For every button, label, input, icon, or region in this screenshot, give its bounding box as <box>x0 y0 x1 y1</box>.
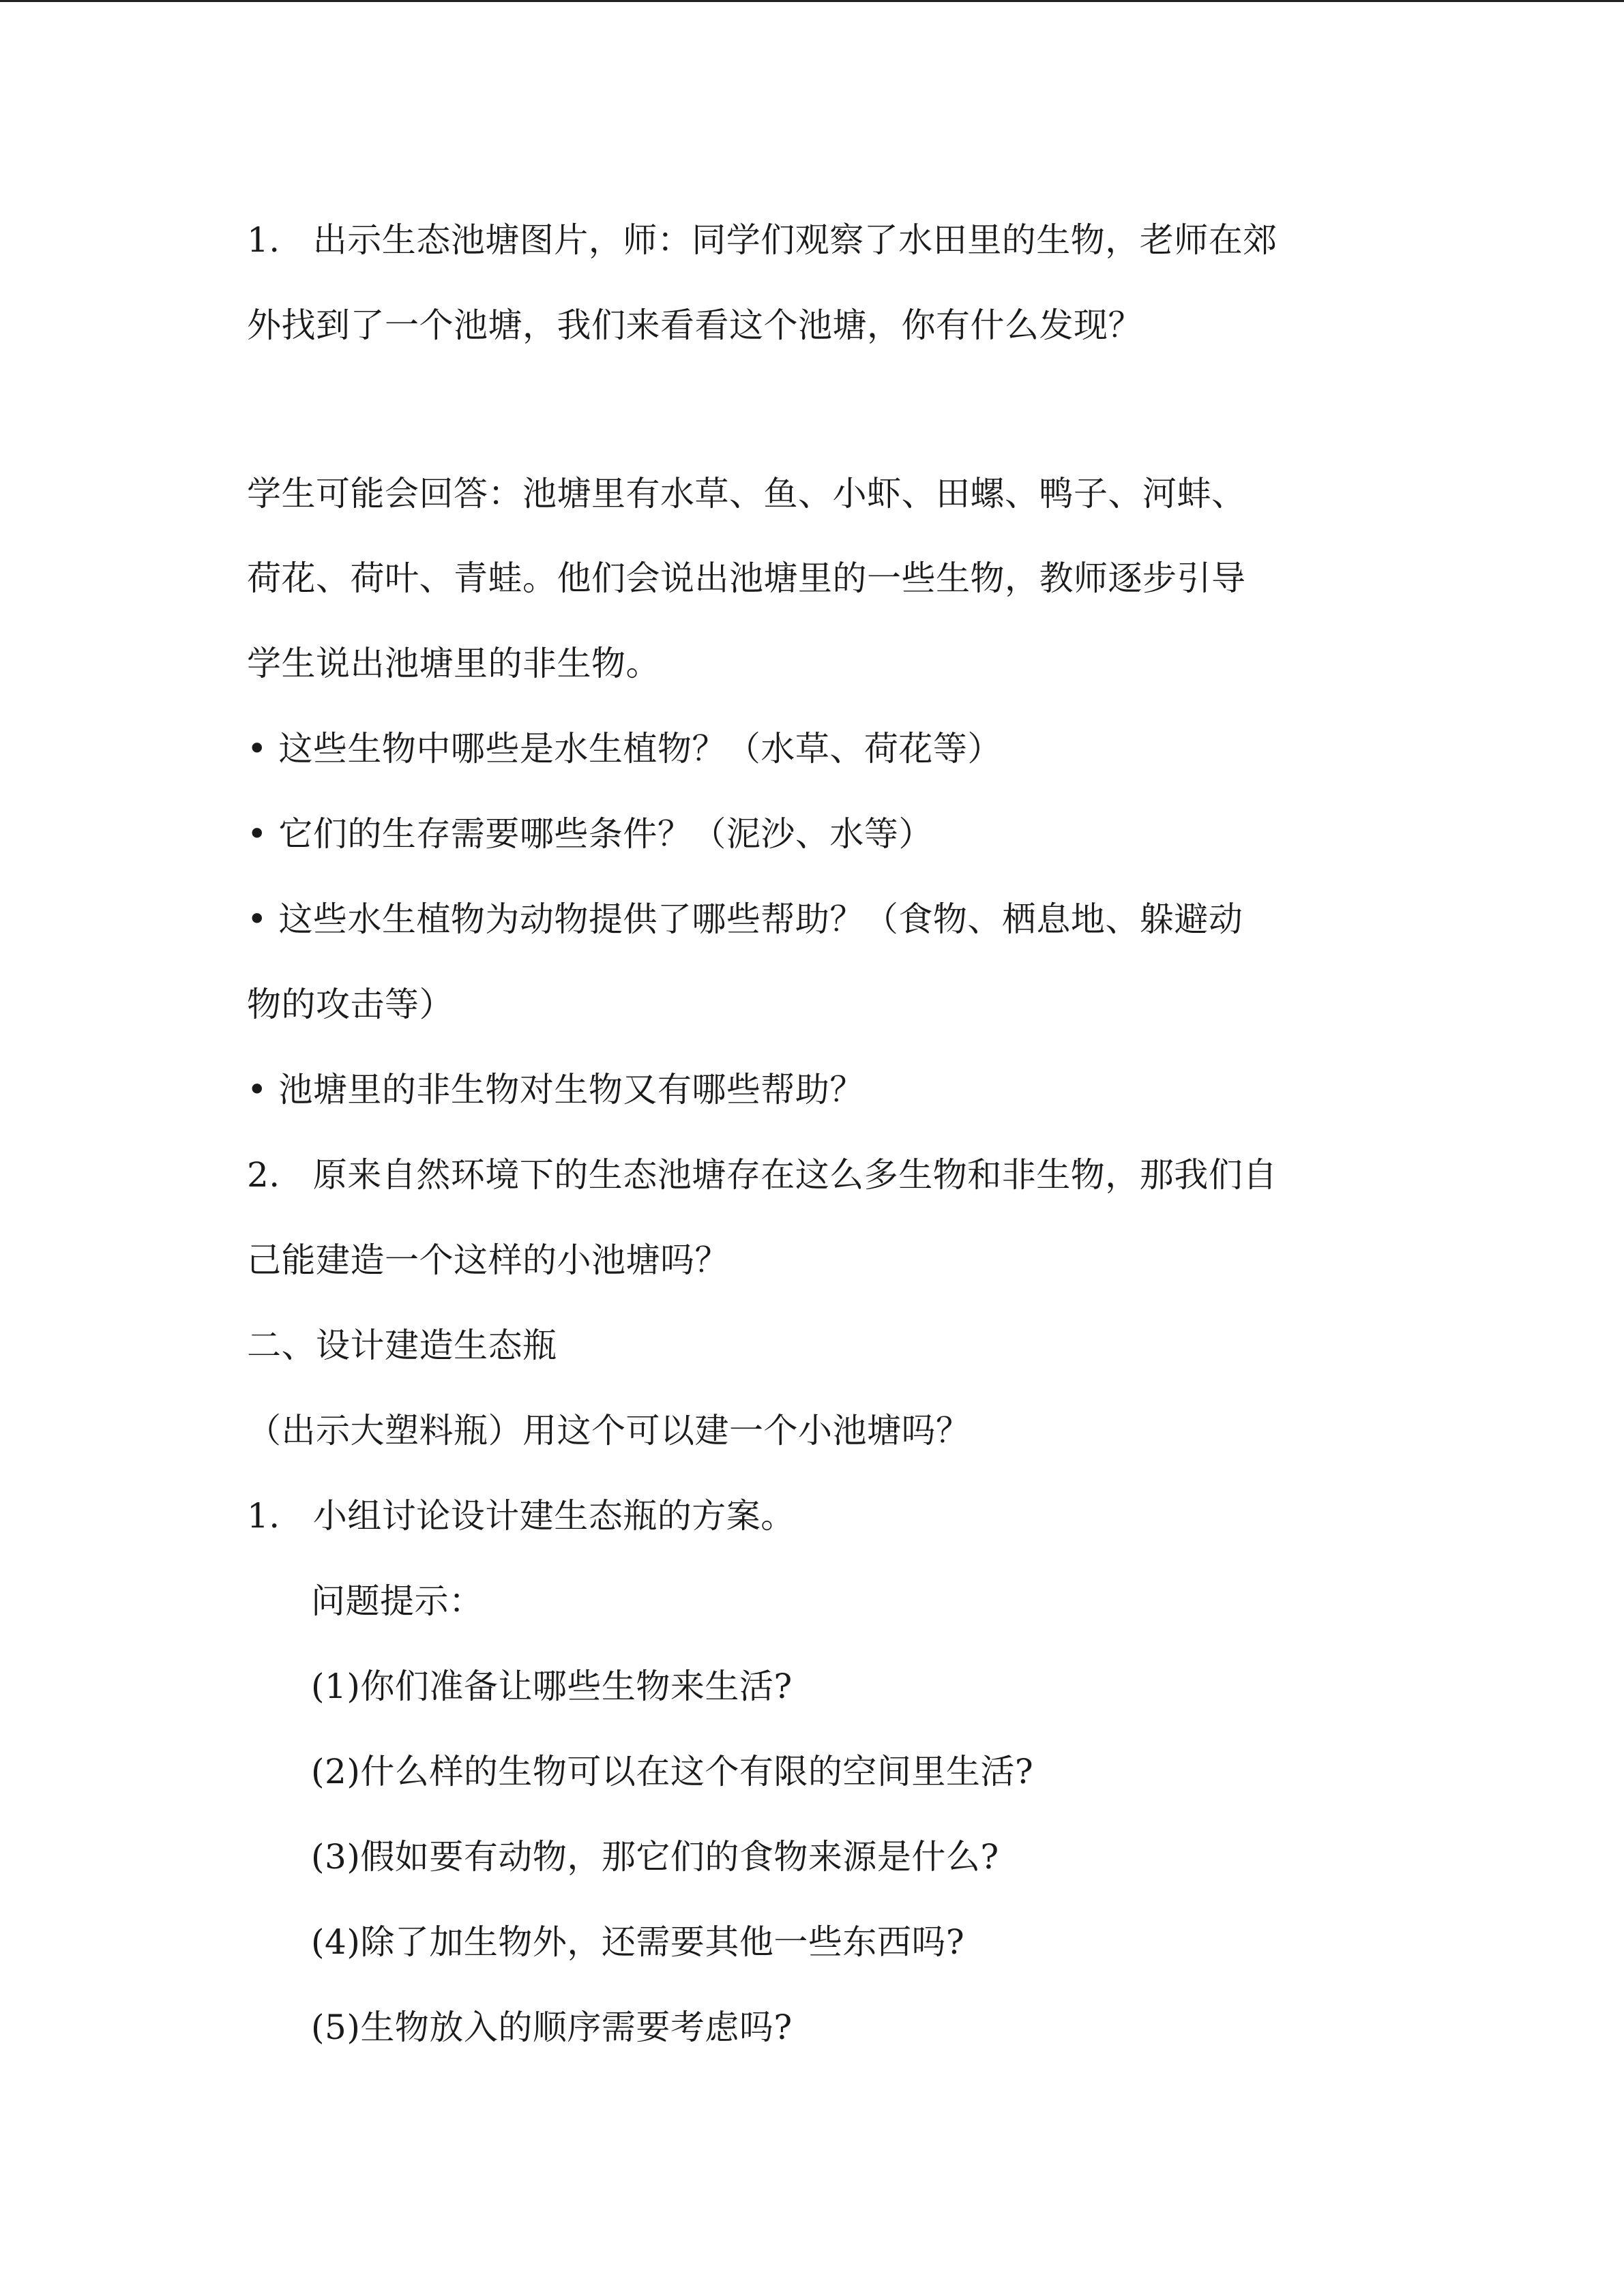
section-2-intro: （出示大塑料瓶）用这个可以建一个小池塘吗？ <box>247 1411 971 1450</box>
item-2-number: 2. <box>247 1155 280 1195</box>
bullet-item: • 这些生物中哪些是水生植物？（水草、荷花等） <box>247 729 1002 769</box>
item-1-text-line-1: 出示生态池塘图片，师：同学们观察了水田里的生物，老师在郊 <box>312 220 1278 260</box>
item-2-text-line-1: 原来自然环境下的生态池塘存在这么多生物和非生物，那我们自 <box>312 1155 1278 1195</box>
section-2-heading: 二、设计建造生态瓶 <box>247 1326 557 1365</box>
item-1-number: 1. <box>247 220 280 260</box>
answer-line-2: 荷花、荷叶、青蛙。他们会说出池塘里的一些生物，教师逐步引导 <box>247 558 1246 598</box>
question-item: (1)你们准备让哪些生物来生活? <box>311 1667 793 1706</box>
question-item: (5)生物放入的顺序需要考虑吗? <box>311 2008 793 2047</box>
answer-line-1: 学生可能会回答：池塘里有水草、鱼、小虾、田螺、鸭子、河蚌、 <box>247 474 1246 513</box>
bullet-item: • 这些水生植物为动物提供了哪些帮助？（食物、栖息地、躲避动 <box>247 899 1243 939</box>
item-2-line-2: 己能建造一个这样的小池塘吗？ <box>247 1240 729 1280</box>
item-1-line-1 <box>247 220 1278 260</box>
hint-label: 问题提示： <box>311 1581 484 1621</box>
bullet-item: • 它们的生存需要哪些条件？（泥沙、水等） <box>247 814 933 854</box>
item-1-line-2: 外找到了一个池塘，我们来看看这个池塘，你有什么发现？ <box>247 305 1142 345</box>
section-2-item-1-text: 小组讨论设计建生态瓶的方案。 <box>312 1496 795 1536</box>
question-item: (2)什么样的生物可以在这个有限的空间里生活? <box>311 1752 1034 1791</box>
question-item: (4)除了加生物外，还需要其他一些东西吗? <box>311 1922 965 1962</box>
section-2-item-1 <box>247 1495 795 1536</box>
item-2-line-1 <box>247 1154 1278 1195</box>
bullet-item: • 池塘里的非生物对生物又有哪些帮助？ <box>247 1070 864 1109</box>
answer-line-3: 学生说出池塘里的非生物。 <box>247 644 660 683</box>
question-item: (3)假如要有动物，那它们的食物来源是什么? <box>311 1837 999 1877</box>
section-2-item-1-number: 1. <box>247 1496 280 1536</box>
bullet-item-continuation: 物的攻击等） <box>247 985 454 1024</box>
